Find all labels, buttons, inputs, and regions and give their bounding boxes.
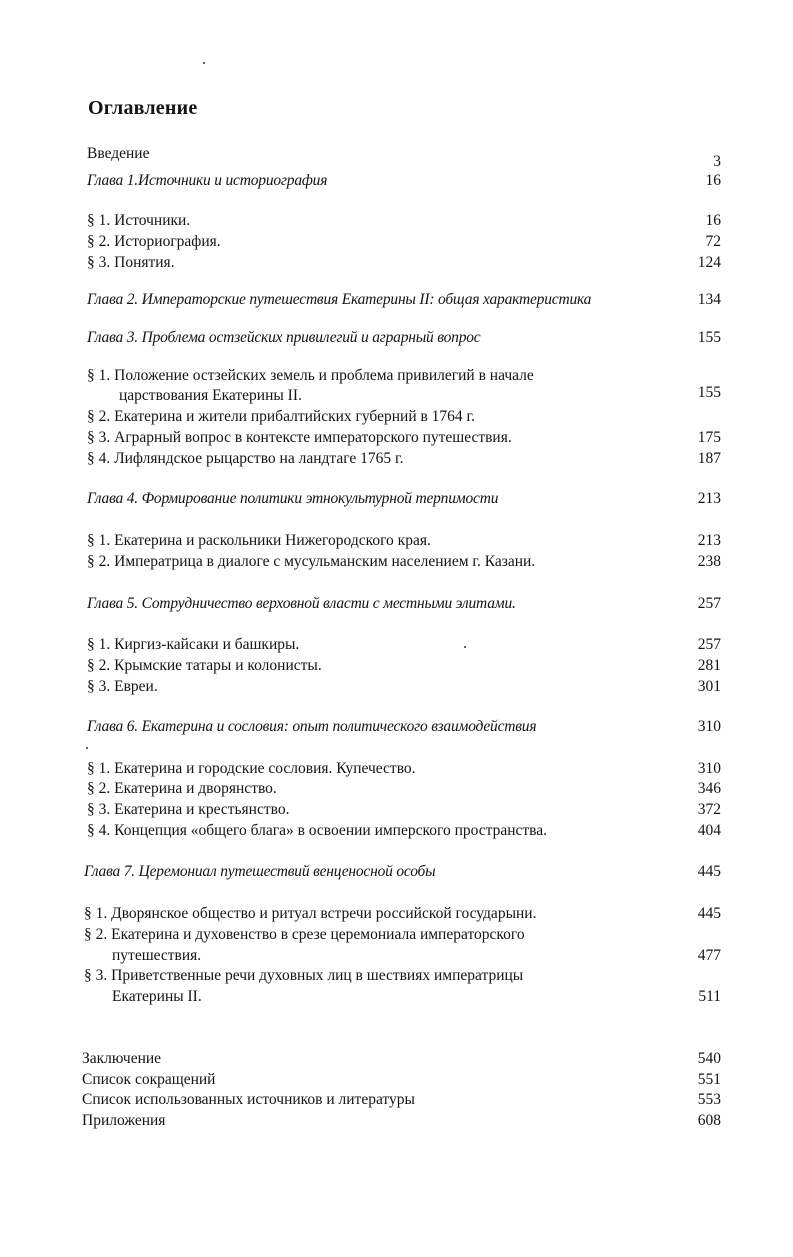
entry-label: Введение — [87, 145, 150, 162]
toc-entry-section[interactable] — [0, 966, 793, 988]
entry-page: 608 — [697, 1112, 721, 1129]
entry-label: Глава 4. Формирование политики этнокультурной терпимости — [87, 490, 499, 507]
toc-entry-section[interactable] — [0, 821, 793, 843]
entry-page: 175 — [697, 429, 721, 446]
entry-label: Глава 6. Екатерина и сословия: опыт политического взаимодействия — [87, 718, 537, 735]
entry-page: 3 — [713, 153, 721, 170]
toc-entry-chapter-1[interactable] — [0, 171, 793, 193]
toc-entry-section[interactable] — [0, 366, 793, 388]
entry-page: 134 — [697, 291, 721, 308]
toc-entry-section[interactable] — [0, 925, 793, 947]
entry-label: § 1. Екатерина и раскольники Нижегородского края. — [87, 532, 431, 549]
entry-label: § 1. Дворянское общество и ритуал встречи российской государыни. — [84, 905, 537, 922]
toc-entry-section[interactable] — [0, 656, 793, 678]
toc-entry-section[interactable] — [0, 800, 793, 822]
entry-label: Приложения — [82, 1112, 166, 1129]
entry-page: 551 — [697, 1071, 721, 1088]
toc-entry-chapter-6[interactable] — [0, 717, 793, 739]
entry-label: § 2. Императрица в диалоге с мусульманским населением г. Казани. — [87, 553, 536, 570]
entry-label: § 2. Екатерина и дворянство. — [87, 780, 277, 797]
toc-entry-section[interactable] — [0, 635, 793, 657]
toc-entry-section[interactable] — [0, 232, 793, 254]
toc-entry-section[interactable] — [0, 677, 793, 699]
toc-entry-section-continuation[interactable] — [0, 946, 793, 968]
entry-label: Глава 1.Источники и историография — [87, 172, 328, 189]
toc-entry-section[interactable] — [0, 211, 793, 233]
entry-page: 16 — [705, 212, 721, 229]
entry-label-line-1: § 1. Положение остзейских земель и проблема привилегий в начале — [87, 367, 534, 384]
entry-page: 445 — [697, 863, 721, 880]
toc-entry-section[interactable] — [0, 552, 793, 574]
toc-entry-section[interactable] — [0, 449, 793, 471]
entry-label: § 4. Концепция «общего блага» в освоении имперского пространства. — [87, 822, 548, 839]
entry-page: 310 — [697, 760, 721, 777]
toc-entry-section[interactable] — [0, 428, 793, 450]
entry-page: 238 — [697, 553, 721, 570]
entry-page: 72 — [705, 233, 721, 250]
entry-label: Глава 2. Императорские путешествия Екатерины II: общая характеристика — [87, 291, 592, 308]
toc-entry-bibliography[interactable] — [0, 1090, 793, 1112]
entry-page: 372 — [697, 801, 721, 818]
scan-speck — [86, 747, 88, 749]
entry-label-line-2: путешествия. — [112, 947, 202, 964]
entry-page: 301 — [697, 678, 721, 695]
toc-entry-abbreviations[interactable] — [0, 1070, 793, 1092]
toc-entry-chapter-2[interactable] — [0, 290, 793, 312]
entry-label: Глава 5. Сотрудничество верховной власти с местными элитами. — [87, 595, 516, 612]
entry-page: 477 — [697, 947, 721, 964]
toc-entry-chapter-5[interactable] — [0, 594, 793, 616]
entry-page: 281 — [697, 657, 721, 674]
entry-page: 16 — [705, 172, 721, 189]
toc-entry-chapter-3[interactable] — [0, 328, 793, 350]
entry-label: § 1. Киргиз-кайсаки и башкиры. — [87, 636, 300, 653]
entry-page: 124 — [697, 254, 721, 271]
entry-label-line-2: Екатерины II. — [112, 988, 202, 1005]
entry-label: Глава 7. Церемониал путешествий венценосной особы — [84, 863, 436, 880]
entry-page: 187 — [697, 450, 721, 467]
toc-entry-section[interactable] — [0, 531, 793, 553]
entry-page: 155 — [697, 384, 721, 401]
entry-label: § 3. Екатерина и крестьянство. — [87, 801, 290, 818]
entry-page: 310 — [697, 718, 721, 735]
toc-entry-section[interactable] — [0, 407, 793, 429]
toc-entry-section[interactable] — [0, 759, 793, 781]
toc-entry-chapter-4[interactable] — [0, 489, 793, 511]
entry-label-line-1: § 3. Приветственные речи духовных лиц в шествиях императрицы — [84, 967, 524, 984]
entry-page: 511 — [698, 988, 721, 1005]
toc-entry-section-continuation[interactable] — [0, 987, 793, 1009]
entry-page: 155 — [697, 329, 721, 346]
entry-label-line-2: царствования Екатерины II. — [119, 387, 302, 404]
entry-page: 213 — [697, 490, 721, 507]
entry-label: Список сокращений — [82, 1071, 216, 1088]
entry-page: 257 — [697, 636, 721, 653]
toc-entry-section[interactable] — [0, 904, 793, 926]
entry-label: Заключение — [82, 1050, 162, 1067]
scan-speck — [203, 62, 205, 64]
toc-entry-section-continuation[interactable] — [0, 386, 793, 408]
entry-label: § 3. Аграрный вопрос в контексте императорского путешествия. — [87, 429, 512, 446]
entry-page: 257 — [697, 595, 721, 612]
entry-label: § 1. Екатерина и городские сословия. Купечество. — [87, 760, 416, 777]
toc-entry-introduction[interactable] — [0, 144, 793, 170]
entry-page: 553 — [697, 1091, 721, 1108]
entry-page: 404 — [697, 822, 721, 839]
entry-label: Список использованных источников и литературы — [82, 1091, 415, 1108]
entry-label: § 4. Лифляндское рыцарство на ландтаге 1765 г. — [87, 450, 404, 467]
entry-label: § 2. Крымские татары и колонисты. — [87, 657, 322, 674]
entry-label: § 3. Понятия. — [87, 254, 175, 271]
entry-label: § 1. Источники. — [87, 212, 191, 229]
entry-label: § 3. Евреи. — [87, 678, 158, 695]
toc-entry-chapter-7[interactable] — [0, 862, 793, 884]
entry-label: Глава 3. Проблема остзейских привилегий и аграрный вопрос — [87, 329, 481, 346]
entry-page: 346 — [697, 780, 721, 797]
toc-entry-conclusion[interactable] — [0, 1049, 793, 1071]
entry-label: § 2. Историография. — [87, 233, 221, 250]
entry-page: 540 — [697, 1050, 721, 1067]
entry-label: § 2. Екатерина и жители прибалтийских губерний в 1764 г. — [87, 408, 476, 425]
toc-entry-section[interactable] — [0, 253, 793, 275]
toc-title: Оглавление — [88, 97, 198, 119]
entry-page: 213 — [697, 532, 721, 549]
entry-label-line-1: § 2. Екатерина и духовенство в срезе церемониала императорского — [84, 926, 525, 943]
entry-page: 445 — [697, 905, 721, 922]
toc-entry-section[interactable] — [0, 779, 793, 801]
toc-entry-appendices[interactable] — [0, 1111, 793, 1133]
